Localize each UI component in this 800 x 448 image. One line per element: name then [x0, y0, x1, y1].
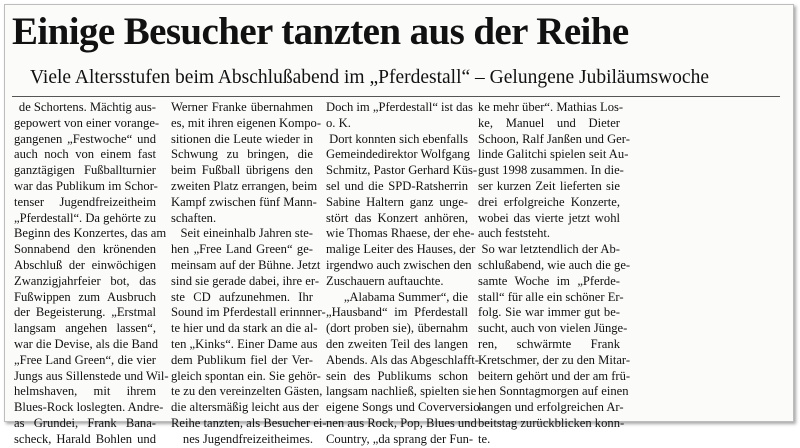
article-column-4	[478, 100, 631, 448]
article-line: Blues-Rock loslegten. Andre-	[14, 400, 164, 415]
article-line: langen und erfolgreichen Ar-	[478, 400, 624, 415]
article-line: Kretschmer, der zu den Mitar-	[478, 352, 631, 367]
article-line: sucht, auch von vielen Jünge-	[478, 321, 628, 336]
article-line: Werner Franke übernahmen	[171, 100, 313, 114]
article-line: gepowert von einer vorange-	[14, 115, 160, 130]
article-line: te.	[478, 431, 491, 446]
article-line: beim Fußball übrigens den	[171, 163, 313, 178]
article-line: sitionen die Leute wieder in	[171, 131, 313, 146]
article-line: irgendwo auch zwischen den	[326, 257, 472, 272]
article-line: Schoon, Ralf Janßen und Ger-	[478, 131, 630, 146]
article-line: linde Galitchi spielen seit Au-	[478, 147, 629, 162]
header-rule	[12, 96, 780, 97]
article-line: ser kurzen Zeit lieferten sie	[478, 178, 620, 193]
article-line: sein des Publikums schon	[326, 368, 468, 383]
article-line: stört das Konzert anhören,	[326, 210, 468, 225]
article-line: sel und die SPD-Ratsherrin	[326, 178, 468, 193]
article-line: Fußwippen zum Ausbruch	[14, 289, 156, 304]
article-column-1	[14, 100, 169, 448]
article-line: sind sie gerade dabei, ihre er-	[171, 273, 320, 288]
article-line: hen Sonntagmorgen auf einen	[478, 384, 629, 399]
article-line: wobei das vierte jetzt wohl	[478, 210, 620, 225]
article-line: zweiten Platz errangen, beim	[171, 178, 318, 193]
article-line: schlußabend, wie auch die ge-	[478, 257, 631, 272]
article-line: drei erfolgreiche Konzerte,	[478, 194, 620, 209]
article-line: der Begeisterung. „Erstmal	[14, 305, 156, 320]
article-line: es, mit ihren eigenen Kompo-	[171, 115, 322, 130]
article-line: auch noch von einem fast	[14, 147, 156, 162]
article-line: scheck, Harald Bohlen und	[14, 431, 156, 446]
article-line: dem Publikum fiel der Ver-	[171, 352, 313, 367]
article-line: Zwanzigjahrfeier bot, das	[14, 273, 156, 288]
article-line: de Schortens. Mächtig aus-	[18, 100, 156, 114]
subheadline: Viele Altersstufen beim Abschlußabend im „Pferdestall“ – Gelungene Jubiläumswoche	[30, 67, 709, 88]
article-line: Gemeindedirektor Wolfgang	[326, 147, 470, 162]
article-line: Sonnabend den krönenden	[14, 242, 156, 257]
article-line: nes Jugendfreizeitheimes.	[182, 431, 313, 446]
article-line: Sabine Haltern ganz unge-	[326, 194, 468, 209]
article-line: ste CD aufzunehmen. Ihr	[171, 289, 313, 304]
article-line: So war letztendlich der Ab-	[481, 242, 620, 257]
article-line: Zuschauern auftauchte.	[326, 273, 444, 288]
article-line: Country, „da sprang der Fun-	[326, 431, 474, 446]
article-line: beitern gehört und der am frü-	[478, 368, 631, 383]
article-line: die altersmäßig leicht aus der	[171, 400, 319, 415]
article-line: Abschluß der einwöchigen	[14, 257, 156, 272]
article-line: Jungs aus Sillenstede und Wil-	[14, 368, 169, 383]
article-line: Dort konnten sich ebenfalls	[329, 131, 468, 146]
article-line: „Free Land Green“, die vier	[14, 352, 156, 367]
article-line: folg. Sie war immer gut be-	[478, 305, 620, 320]
article-line: Kampf zwischen fünf Mann-	[171, 194, 317, 209]
article-line: „Hausband“ im Pferdestall	[326, 305, 468, 320]
article-line: Doch im „Pferdestall“ ist das	[326, 100, 473, 114]
article-line: (dort proben sie), übernahm	[326, 321, 468, 336]
article-line: Seit eineinhalb Jahren ste-	[180, 226, 313, 241]
article-line: gust 1998 zusammen. In die-	[478, 163, 624, 178]
article-line: schaften.	[171, 210, 217, 225]
article-line: eigene Songs und Coverversio-	[326, 400, 484, 415]
article-line: gangenen „Festwoche“ und	[14, 131, 156, 146]
article-line: ke mehr über“. Mathias Los-	[478, 100, 624, 114]
article-column-2	[171, 100, 327, 448]
article-line: Schmitz, Pastor Gerhard Küs-	[326, 163, 478, 178]
article-line: nen aus Rock, Pop, Blues und	[326, 415, 477, 430]
article-line: hen „Free Land Green“ ge-	[171, 242, 313, 257]
article-line: Schwung zu bringen, die	[171, 147, 313, 162]
article-line: helmshaven, mit ihrem	[14, 384, 156, 399]
article-line: ren, schwärmte Frank	[478, 336, 620, 351]
article-line: te hier und da stark an die al-	[171, 321, 318, 336]
article-line: beitstag zurückblicken konn-	[478, 415, 625, 430]
article-line: Abends. Als das Abgeschlafft-	[326, 352, 479, 367]
article-line: ganztägigen Fußballturnier	[14, 163, 156, 178]
article-line: samte Woche im „Pferde-	[478, 273, 620, 288]
article-line: war das Publikum im Schor-	[14, 178, 158, 193]
article-line: o. K.	[326, 115, 351, 130]
article-line: Beginn des Konzertes, das am	[14, 226, 167, 241]
article-line: stall“ für alle ein schöner Er-	[478, 289, 624, 304]
article-line: as Grundei, Frank Bana-	[14, 415, 156, 430]
article-line: langsam angehen lassen“,	[14, 321, 156, 336]
article-line: malige Leiter des Hauses, der	[326, 242, 476, 257]
article-line: gleich spontan ein. Sie gehör-	[171, 368, 321, 383]
article-line: Reihe tanzten, als Besucher ei-	[171, 415, 327, 430]
article-line: auch feststeht.	[478, 226, 551, 241]
article-line: Sound im Pferdestall erinnner-	[171, 305, 326, 320]
article-line: „Pferdestall“. Da gehörte zu	[14, 210, 156, 225]
article-line: war die Devise, als die Band	[14, 336, 159, 351]
article-line: ten „Kinks“. Einer Dame aus	[171, 336, 318, 351]
article-line: langsam nachließ, spielten sie	[326, 384, 477, 399]
article-line: meinsam auf der Bühne. Jetzt	[171, 257, 321, 272]
article-line: ke, Manuel und Dieter	[478, 115, 620, 130]
article-line: den zweiten Teil des langen	[326, 336, 468, 351]
article-line: „Alabama Summer“, die	[343, 289, 468, 304]
article-column-3	[326, 100, 484, 448]
headline: Einige Besucher tanzten aus der Reihe	[12, 10, 629, 53]
article-line: tenser Jugendfreizeitheim	[14, 194, 156, 209]
article-line: te zu den vereinzelten Gästen,	[171, 384, 323, 399]
article-line: wie Thomas Rhaese, der ehe-	[326, 226, 475, 241]
